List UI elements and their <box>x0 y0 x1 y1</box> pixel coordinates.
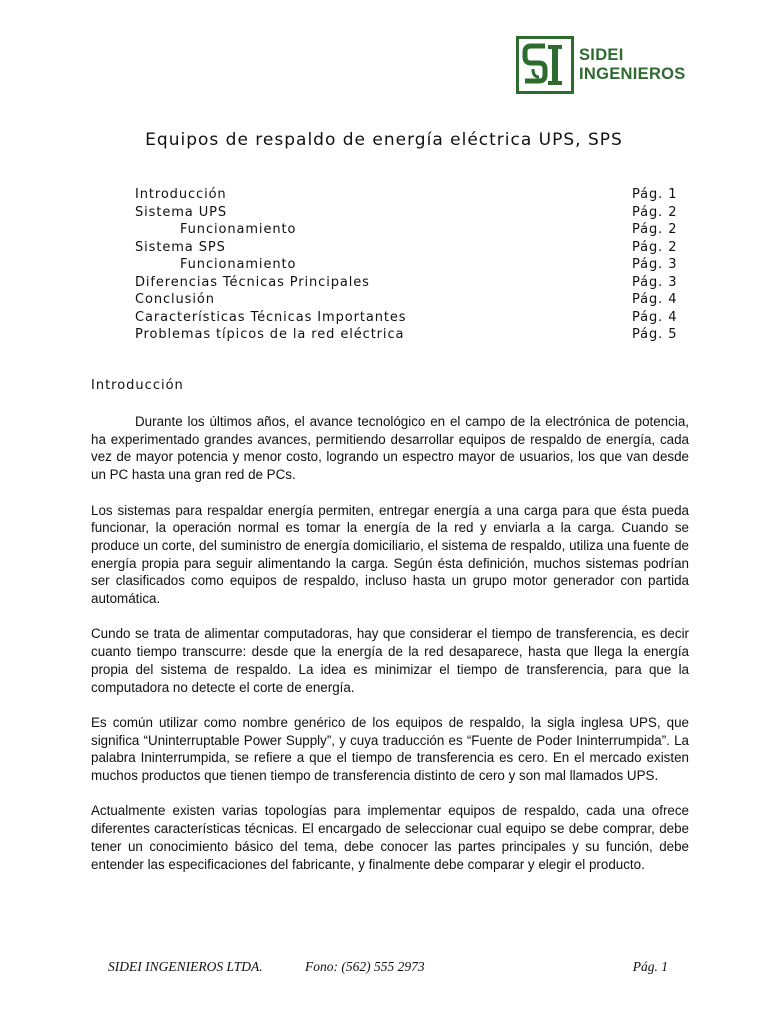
toc-entry <box>135 221 680 239</box>
toc-label: Sistema UPS <box>135 204 228 220</box>
section-heading: Introducción <box>91 378 184 393</box>
toc-page: Pág. 3 <box>632 257 678 272</box>
table-of-contents <box>135 186 680 344</box>
toc-label: Introducción <box>135 187 227 202</box>
toc-label: Características Técnicas Importantes <box>135 309 407 325</box>
logo-line-2: INGENIEROS <box>579 65 686 83</box>
logo-line-1: SIDEI <box>579 46 624 64</box>
toc-entry <box>135 239 680 257</box>
toc-label: Conclusión <box>135 292 215 307</box>
sidei-logo-icon <box>516 36 574 94</box>
paragraph: Es común utilizar como nombre genérico de los equipos de respaldo, la sigla inglesa UPS, que significa “Uninterruptable Power Supply”, y cuya traducción es “Fuente de Poder Ininterrumpida”. La palabra Ininterrumpida, se refiere a que el tiempo de transferencia es cero. En el mercado existen muchos productos que tienen tiempo de transferencia distinto de cero y son mal llamados UPS. <box>91 714 689 784</box>
toc-label: Sistema SPS <box>135 239 226 255</box>
toc-page: Pág. 5 <box>632 327 678 342</box>
toc-entry <box>135 309 680 327</box>
paragraph: Durante los últimos años, el avance tecnológico en el campo de la electrónica de potencia, ha experimentado grandes avances, permitiendo desarrollar equipos de respaldo de energía, cada vez de mayor potencia y menor costo, logrando un espectro mayor de usuarios, los que van desde un PC hasta una gran red de PCs. <box>91 414 689 483</box>
paragraph: Cundo se trata de alimentar computadoras, hay que considerar el tiempo de transferencia, es decir cuanto tiempo transcurre: desde que la energía de la red desaparece, hasta que llega la energía propia del sistema de respaldo. La idea es minimizar el tiempo de transferencia, para que la computadora no detecte el corte de energía. <box>91 626 689 695</box>
toc-entry <box>135 186 680 204</box>
company-logo <box>516 36 688 94</box>
toc-page: Pág. 2 <box>632 204 678 220</box>
toc-entry <box>135 204 680 222</box>
document-title: Equipos de respaldo de energía eléctrica UPS, SPS <box>145 130 623 150</box>
paragraph: Actualmente existen varias topologías para implementar equipos de respaldo, cada una ofrece diferentes características técnicas. El encargado de seleccionar cual equipo se debe comprar, debe tener un conocimiento básico del tema, debe conocer las partes principales y su función, debe entender las especificaciones del fabricante, y finalmente debe comparar y elegir el producto. <box>91 803 689 872</box>
toc-page: Pág. 4 <box>632 309 678 325</box>
toc-entry <box>135 274 680 292</box>
toc-label: Diferencias Técnicas Principales <box>135 274 370 290</box>
toc-label: Funcionamiento <box>180 257 297 272</box>
toc-page: Pág. 4 <box>632 292 678 307</box>
body-text <box>91 413 689 891</box>
paragraph: Los sistemas para respaldar energía permiten, entregar energía a una carga para que ésta pueda funcionar, la operación normal es tomar la energía de la red y enviarla a la carga. Cuando se produce un corte, del suministro de energía domiciliario, el sistema de respaldo, utiliza una fuente de energía propia para seguir alimentando la carga. Según ésta definición, muchos sistemas podrían ser clasificados como equipos de respaldo, incluso hasta un grupo motor generador con partida automática. <box>91 502 689 607</box>
toc-entry <box>135 256 680 274</box>
toc-label: Funcionamiento <box>180 222 297 237</box>
footer-company: SIDEI INGENIEROS LTDA. <box>108 959 263 974</box>
toc-page: Pág. 2 <box>632 222 678 237</box>
toc-label: Problemas típicos de la red eléctrica <box>135 327 405 342</box>
toc-entry <box>135 291 680 309</box>
toc-page: Pág. 1 <box>632 187 678 202</box>
toc-page: Pág. 3 <box>632 274 678 290</box>
footer-phone: Fono: (562) 555 2973 <box>305 959 425 974</box>
footer-page-number: Pág. 1 <box>632 959 668 974</box>
toc-page: Pág. 2 <box>632 239 678 255</box>
toc-entry <box>135 326 680 344</box>
logo-text <box>579 46 686 84</box>
